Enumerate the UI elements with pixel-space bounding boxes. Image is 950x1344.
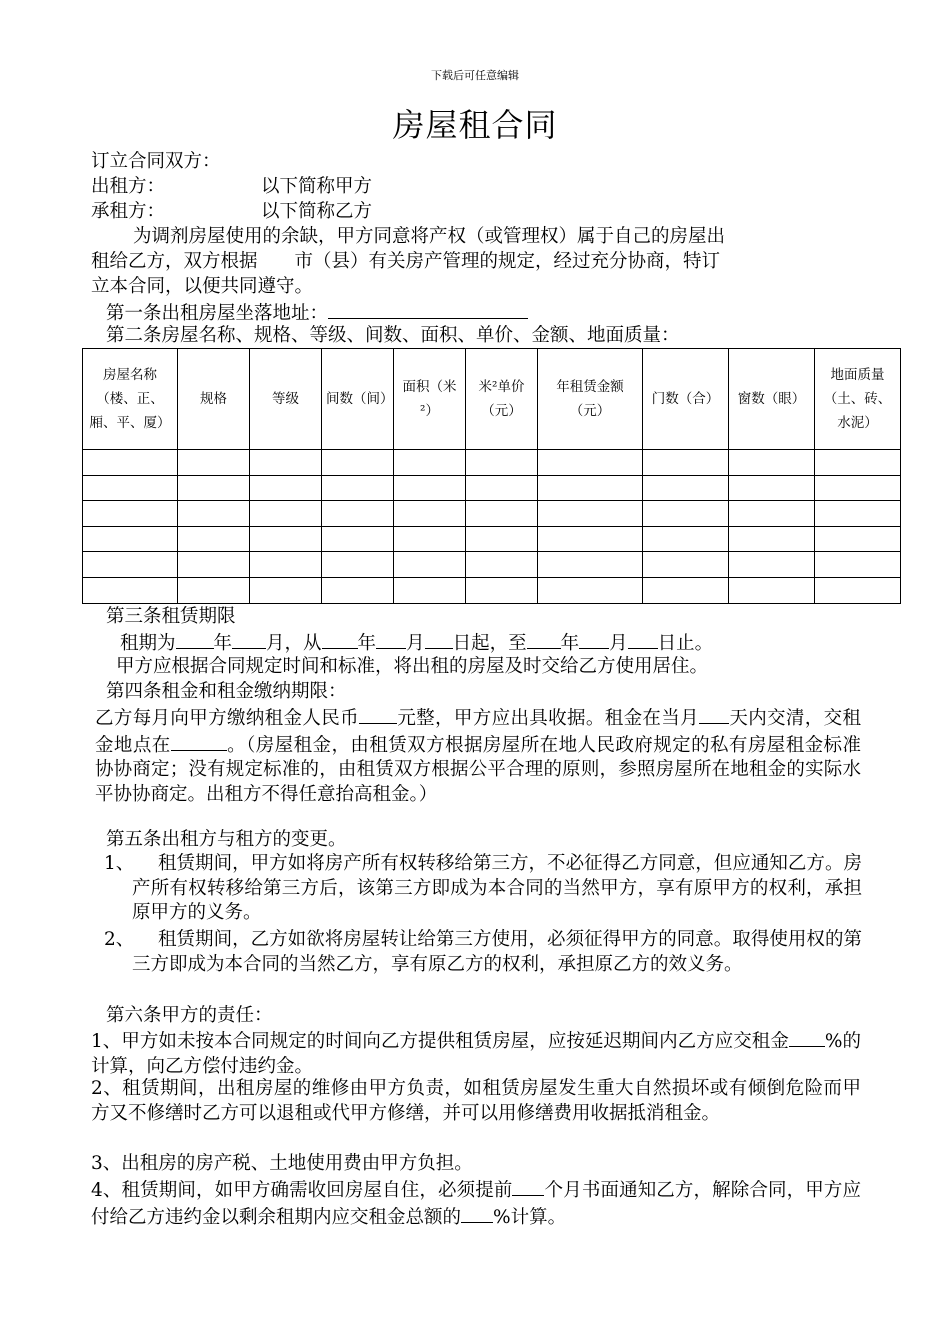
table-cell xyxy=(815,552,901,578)
table-cell xyxy=(394,577,466,603)
document-title: 房屋租合同 xyxy=(392,106,558,144)
table-cell xyxy=(643,577,729,603)
rental-table xyxy=(82,348,901,604)
table-cell xyxy=(394,501,466,527)
lessor-line xyxy=(91,175,372,199)
table-cell xyxy=(538,450,643,476)
term-text: 日起，至 xyxy=(452,633,527,654)
term-text: 租期为 xyxy=(120,633,176,654)
rent-text: 乙方每月向甲方缴纳租金人民币 xyxy=(95,708,359,729)
article-1 xyxy=(106,300,528,326)
clause-text: 1、甲方如未按本合同规定的时间向乙方提供租赁房屋，应按延迟期间内乙方应交租金 xyxy=(91,1031,789,1052)
days-blank xyxy=(699,705,729,724)
item-number: 2、 xyxy=(104,929,135,950)
address-blank xyxy=(328,300,528,319)
table-cell xyxy=(729,552,815,578)
term-text: 年 xyxy=(357,633,377,654)
table-cell xyxy=(250,552,322,578)
term-text: 日止。 xyxy=(657,633,714,654)
table-cell xyxy=(815,475,901,501)
table-cell xyxy=(250,475,322,501)
item-text: 租赁期间，甲方如将房产所有权转移给第三方，不必征得乙方同意，但应通知乙方。房产所有权转移给第三方后，该第三方即成为本合同的当然甲方，享有原甲方的权利，承担原甲方的义务。 xyxy=(132,853,862,923)
table-cell xyxy=(538,501,643,527)
table-row xyxy=(83,501,901,527)
rent-text: 天内交清，交租金地点在 xyxy=(95,708,861,756)
table-cell xyxy=(322,450,394,476)
table-cell xyxy=(729,450,815,476)
table-cell xyxy=(394,552,466,578)
table-cell xyxy=(466,526,538,552)
term-text: 月 xyxy=(609,633,628,654)
table-cell xyxy=(322,526,394,552)
table-cell xyxy=(815,501,901,527)
article-5-item-2 xyxy=(104,928,862,977)
col-annual-rent: 年租赁金额（元） xyxy=(538,349,643,450)
blank xyxy=(579,630,609,649)
table-cell xyxy=(729,475,815,501)
table-cell xyxy=(178,552,250,578)
table-cell xyxy=(466,475,538,501)
place-blank xyxy=(171,732,227,751)
clause-text: %计算。 xyxy=(493,1206,567,1228)
parties-intro: 订立合同双方： xyxy=(91,151,221,172)
table-row xyxy=(83,526,901,552)
article-5-title: 第五条出租方与租方的变更。 xyxy=(106,829,347,850)
term-text: 月，从 xyxy=(266,633,322,654)
table-row xyxy=(83,552,901,578)
table-cell xyxy=(643,501,729,527)
col-house-name: 房屋名称（楼、正、厢、平、厦） xyxy=(83,349,178,450)
item-number: 1、 xyxy=(104,853,135,874)
delivery-clause: 甲方应根据合同规定时间和标准，将出租的房屋及时交给乙方使用居住。 xyxy=(116,656,709,677)
col-windows: 窗数（眼） xyxy=(729,349,815,450)
table-cell xyxy=(250,526,322,552)
rent-text: 。（房屋租金，由租赁双方根据房屋所在地人民政府规定的私有房屋租金标准协协商定；没有规定标准的，由租赁双方根据公平合理的原则，参照房屋所在地租金的实际水平协协商定。出租方不得任意抬高租金。） xyxy=(95,734,861,805)
table-cell xyxy=(322,475,394,501)
table-cell xyxy=(83,552,178,578)
lessee-line xyxy=(91,200,372,224)
col-area: 面积（米²） xyxy=(394,349,466,450)
blank xyxy=(232,630,266,649)
table-cell xyxy=(538,577,643,603)
table-cell xyxy=(466,450,538,476)
col-grade: 等级 xyxy=(250,349,322,450)
table-cell xyxy=(250,577,322,603)
table-cell xyxy=(643,552,729,578)
article-3-title: 第三条租赁期限 xyxy=(106,606,236,627)
table-cell xyxy=(538,526,643,552)
table-cell xyxy=(643,526,729,552)
col-doors: 门数（合） xyxy=(643,349,729,450)
table-row xyxy=(83,450,901,476)
table-cell xyxy=(466,552,538,578)
table-cell xyxy=(178,577,250,603)
table-cell xyxy=(83,450,178,476)
col-floor-quality: 地面质量（土、砖、水泥） xyxy=(815,349,901,450)
table-row xyxy=(83,475,901,501)
article-6-clause-2: 2、租赁期间，出租房屋的维修由甲方负责，如租赁房屋发生重大自然损坏或有倾倒危险而甲方又不修缮时乙方可以退租或代甲方修缮，并可以用修缮费用收据抵消租金。 xyxy=(91,1078,861,1124)
table-cell xyxy=(729,526,815,552)
table-cell xyxy=(538,475,643,501)
table-cell xyxy=(466,577,538,603)
clause-text: %的计算，向乙方偿付违约金。 xyxy=(91,1031,861,1077)
lease-term xyxy=(120,630,713,656)
blank xyxy=(176,630,214,649)
lessee-alias: 以下简称乙方 xyxy=(261,201,373,222)
article-6-clause-3: 3、出租房的房产税、土地使用费由甲方负担。 xyxy=(91,1153,473,1174)
table-cell xyxy=(466,501,538,527)
table-cell xyxy=(178,475,250,501)
clause-text: 个月书面通知乙方，解除合同，甲方应付给乙方违约金以剩余租期内应交租金总额的 xyxy=(91,1180,861,1228)
table-cell xyxy=(83,526,178,552)
table-cell xyxy=(178,450,250,476)
article-6-clause-4 xyxy=(91,1177,861,1230)
table-cell xyxy=(394,526,466,552)
blank xyxy=(425,630,453,649)
item-text: 租赁期间，乙方如欲将房屋转让给第三方使用，必须征得甲方的同意。取得使用权的第三方即成为本合同的当然乙方，享有原乙方的权利，承担原乙方的效义务。 xyxy=(132,929,862,975)
percent-blank xyxy=(789,1028,825,1047)
table-cell xyxy=(815,577,901,603)
blank xyxy=(322,630,358,649)
article-4-title: 第四条租金和租金缴纳期限： xyxy=(106,681,347,702)
table-cell xyxy=(729,577,815,603)
col-spec: 规格 xyxy=(178,349,250,450)
table-cell xyxy=(815,450,901,476)
table-cell xyxy=(394,475,466,501)
article-5-item-1 xyxy=(104,852,862,926)
table-cell xyxy=(322,577,394,603)
rent-amount-blank xyxy=(359,705,397,724)
preamble-line-3: 立本合同，以便共同遵守。 xyxy=(91,276,314,297)
article-6-title: 第六条甲方的责任： xyxy=(106,1005,273,1026)
preamble-line-2: 租给乙方，双方根据 市（县）有关房产管理的规定，经过充分协商，特订 xyxy=(91,251,721,272)
term-text: 月 xyxy=(406,633,425,654)
header-note: 下载后可任意编辑 xyxy=(431,69,519,82)
lessor-label: 出租方： xyxy=(91,176,166,197)
lessee-label: 承租方： xyxy=(91,201,166,222)
table-cell xyxy=(322,552,394,578)
table-cell xyxy=(815,526,901,552)
table-cell xyxy=(729,501,815,527)
percent-blank xyxy=(461,1204,493,1223)
blank xyxy=(628,630,658,649)
table-header-row xyxy=(83,349,901,450)
preamble-line-1: 为调剂房屋使用的余缺，甲方同意将产权（或管理权）属于自己的房屋出 xyxy=(133,226,726,247)
lessor-alias: 以下简称甲方 xyxy=(261,176,373,197)
table-cell xyxy=(83,501,178,527)
col-rooms: 间数（间） xyxy=(322,349,394,450)
blank xyxy=(376,630,406,649)
term-text: 年 xyxy=(213,633,233,654)
table-cell xyxy=(394,450,466,476)
months-blank xyxy=(512,1177,544,1196)
table-cell xyxy=(178,526,250,552)
table-cell xyxy=(83,577,178,603)
article-4-body xyxy=(95,705,861,807)
table-cell xyxy=(250,501,322,527)
clause-text: 4、租赁期间，如甲方确需收回房屋自住，必须提前 xyxy=(91,1180,513,1201)
col-unit-price: 米²单价（元） xyxy=(466,349,538,450)
table-cell xyxy=(250,450,322,476)
blank xyxy=(527,630,561,649)
table-cell xyxy=(322,501,394,527)
table-cell xyxy=(83,475,178,501)
article-1-text: 第一条出租房屋坐落地址： xyxy=(106,303,329,324)
article-6-clause-1 xyxy=(91,1028,861,1079)
article-2: 第二条房屋名称、规格、等级、间数、面积、单价、金额、地面质量： xyxy=(106,325,680,346)
table-cell xyxy=(178,501,250,527)
term-text: 年 xyxy=(560,633,580,654)
table-cell xyxy=(643,475,729,501)
table-row xyxy=(83,577,901,603)
table-cell xyxy=(643,450,729,476)
table-cell xyxy=(538,552,643,578)
rent-text: 元整，甲方应出具收据。租金在当月 xyxy=(396,708,699,729)
